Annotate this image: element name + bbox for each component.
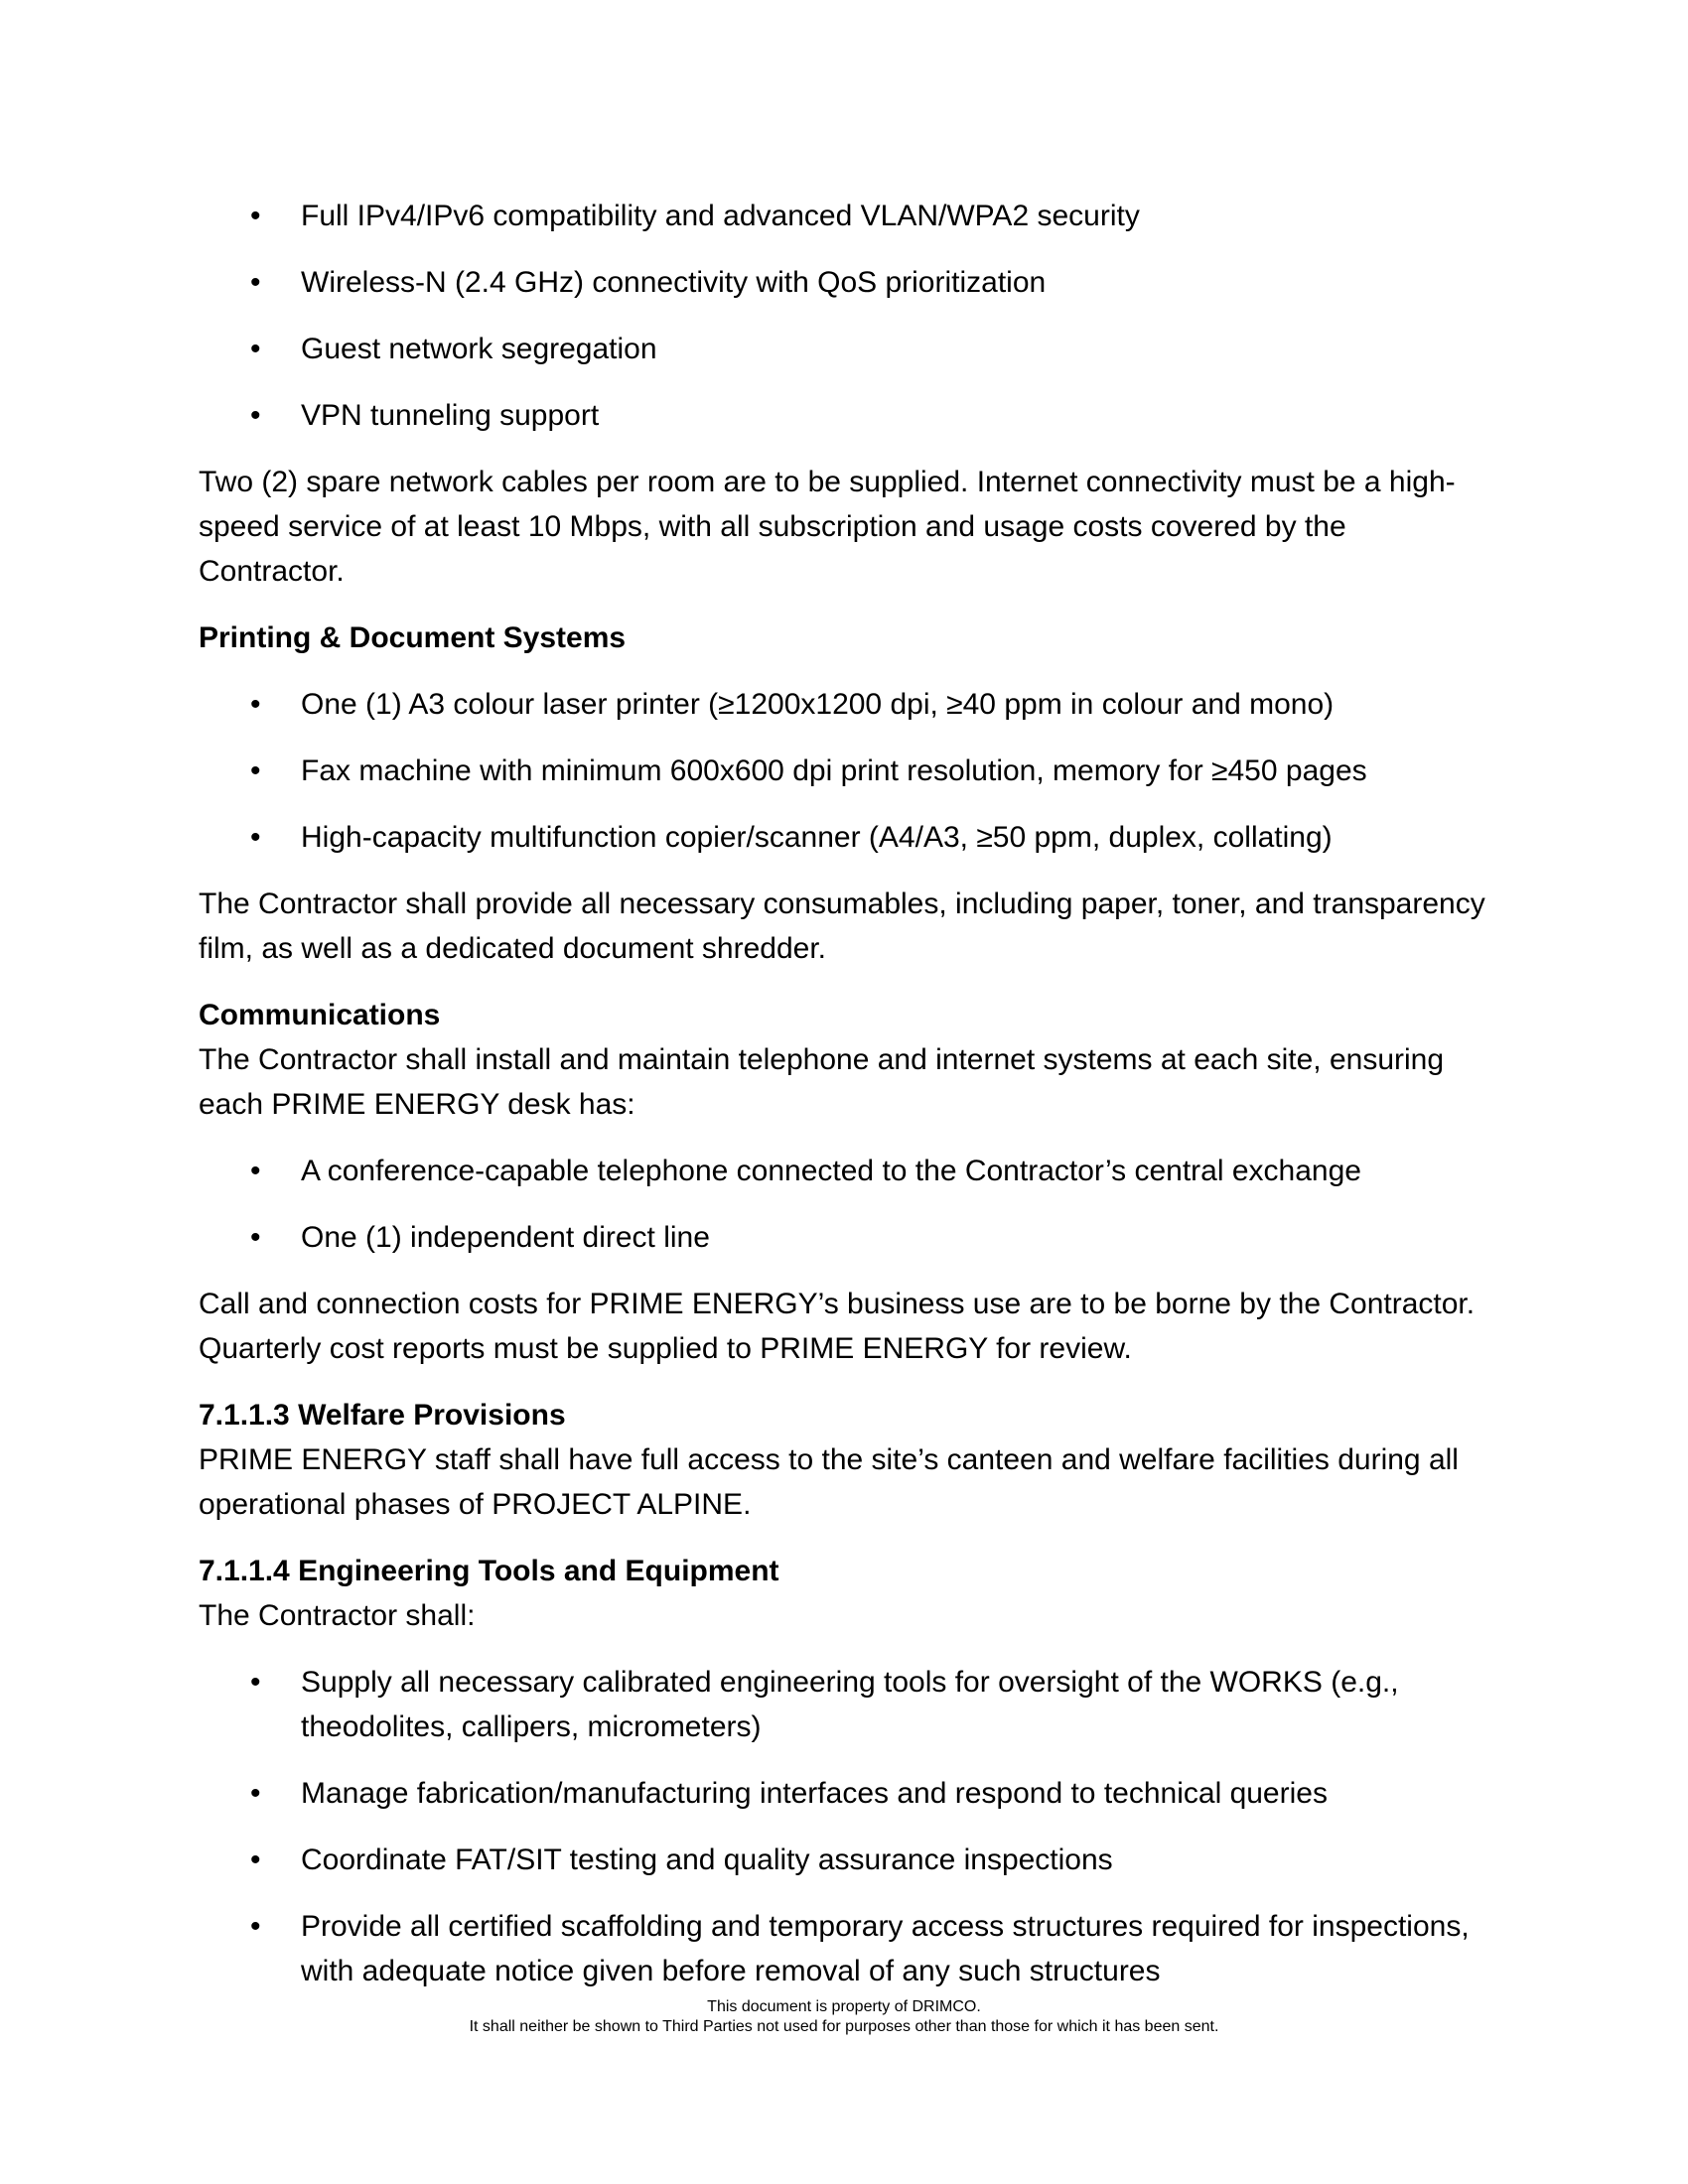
list-item-text: VPN tunneling support — [301, 399, 600, 432]
bullet-icon: • — [250, 821, 261, 854]
section-heading-printing: Printing & Document Systems — [199, 621, 627, 654]
list-item-text: Fax machine with minimum 600x600 dpi print resolution, memory for ≥450 pages — [301, 754, 1367, 787]
bullet-icon: • — [250, 1910, 261, 1943]
bullet-list-network-features — [199, 194, 1489, 438]
list-item — [199, 194, 1489, 238]
bullet-icon: • — [250, 266, 261, 299]
list-item — [199, 1215, 1489, 1260]
paragraph-communications-intro: The Contractor shall install and maintain telephone and internet systems at each site, ensuring each PRIME ENERGY desk has: — [199, 1043, 1445, 1121]
list-item-text: One (1) independent direct line — [301, 1221, 710, 1254]
bullet-icon: • — [250, 1221, 261, 1254]
bullet-icon: • — [250, 399, 261, 432]
list-item-text: A conference-capable telephone connected to the Contractor’s central exchange — [301, 1155, 1361, 1187]
bullet-icon: • — [250, 1843, 261, 1876]
list-item — [199, 327, 1489, 371]
list-item-text: Coordinate FAT/SIT testing and quality assurance inspections — [301, 1843, 1113, 1876]
bullet-list-telephone — [199, 1149, 1489, 1260]
document-body — [199, 194, 1489, 2015]
footer-line: This document is property of DRIMCO. — [707, 1998, 981, 2015]
list-item — [199, 1904, 1489, 1993]
paragraph-contractor-shall: The Contractor shall: — [199, 1599, 476, 1632]
list-item-text: Full IPv4/IPv6 compatibility and advanced VLAN/WPA2 security — [301, 200, 1140, 232]
list-item-text: Guest network segregation — [301, 333, 657, 365]
list-item-text: Supply all necessary calibrated engineering tools for oversight of the WORKS (e.g., theodolites, callipers, micrometers) — [301, 1666, 1399, 1743]
paragraph-welfare: PRIME ENERGY staff shall have full access to the site’s canteen and welfare facilities during all operational phases of PROJECT ALPINE. — [199, 1443, 1459, 1521]
list-item-text: Wireless-N (2.4 GHz) connectivity with QoS prioritization — [301, 266, 1047, 299]
bullet-icon: • — [250, 1777, 261, 1810]
list-item — [199, 749, 1489, 793]
bullet-icon: • — [250, 754, 261, 787]
section-heading-engineering-tools: 7.1.1.4 Engineering Tools and Equipment — [199, 1555, 779, 1587]
footer-line: It shall neither be shown to Third Parties not used for purposes other than those for which it has been sent. — [469, 2018, 1219, 2035]
paragraph-spare-cables: Two (2) spare network cables per room are to be supplied. Internet connectivity must be a high-speed service of at least 10 Mbps, with all subscription and usage costs covered by the Contractor. — [199, 466, 1456, 588]
list-item — [199, 815, 1489, 860]
list-item — [199, 1660, 1489, 1749]
list-item — [199, 393, 1489, 438]
list-item — [199, 1838, 1489, 1882]
list-item-text: Provide all certified scaffolding and temporary access structures required for inspections, with adequate notice given before removal of any such structures — [301, 1910, 1470, 1987]
list-item — [199, 260, 1489, 305]
paragraph-consumables: The Contractor shall provide all necessary consumables, including paper, toner, and transparency film, as well as a dedicated document shredder. — [199, 887, 1485, 965]
section-heading-communications: Communications — [199, 999, 441, 1031]
section-heading-welfare: 7.1.1.3 Welfare Provisions — [199, 1399, 566, 1432]
bullet-icon: • — [250, 688, 261, 721]
list-item — [199, 1771, 1489, 1816]
list-item — [199, 1149, 1489, 1193]
bullet-icon: • — [250, 333, 261, 365]
bullet-list-printing-equipment — [199, 682, 1489, 860]
page-footer — [0, 1997, 1688, 2037]
bullet-icon: • — [250, 1155, 261, 1187]
list-item-text: Manage fabrication/manufacturing interfaces and respond to technical queries — [301, 1777, 1328, 1810]
list-item — [199, 682, 1489, 727]
list-item-text: One (1) A3 colour laser printer (≥1200x1200 dpi, ≥40 ppm in colour and mono) — [301, 688, 1335, 721]
bullet-icon: • — [250, 200, 261, 232]
paragraph-call-costs: Call and connection costs for PRIME ENERGY’s business use are to be borne by the Contractor. Quarterly cost reports must be supplied to PRIME ENERGY for review. — [199, 1288, 1476, 1365]
bullet-icon: • — [250, 1666, 261, 1699]
bullet-list-engineering-duties — [199, 1660, 1489, 1993]
list-item-text: High-capacity multifunction copier/scanner (A4/A3, ≥50 ppm, duplex, collating) — [301, 821, 1333, 854]
